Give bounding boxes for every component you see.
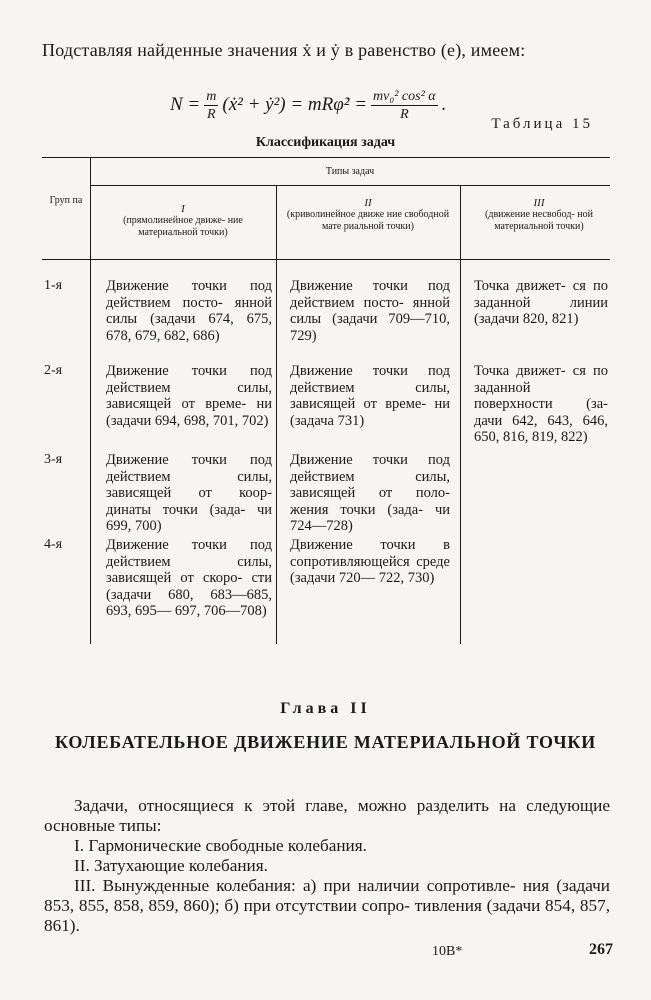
row-1-cell-2: Движение точки под действием посто- янной силы (задачи 709—710, 729) bbox=[290, 278, 450, 344]
column-2-desc: (криволинейное движе ние свободной мате риальной точки) bbox=[286, 209, 450, 232]
column-header-2 bbox=[282, 197, 454, 233]
footer-signature: 10В* bbox=[432, 944, 463, 959]
formula-lhs: N = bbox=[170, 94, 201, 115]
column-1-desc: (прямолинейное движе- ние материальной точки) bbox=[123, 215, 243, 238]
group-column-divider bbox=[90, 157, 91, 644]
fraction-2-numerator: mv₀² cos² α bbox=[373, 88, 436, 104]
fraction-2-denominator: R bbox=[400, 106, 409, 122]
row-4-cell-2: Движение точки в сопротивляющейся среде (задачи 720— 722, 730) bbox=[290, 537, 450, 587]
intro-text: Подставляя найденные значения ẋ и ẏ в равенство (е), имеем: bbox=[42, 40, 526, 60]
row-4-group: 4-я bbox=[44, 537, 63, 552]
column-divider-1 bbox=[276, 185, 277, 644]
list-item-3: III. Вынужденные колебания: а) при наличии сопротивле- ния (задачи 853, 855, 858, 859, 860); б) при отсутствии сопро- тивления (задачи 854, 857, 861). bbox=[44, 876, 610, 935]
types-header: Типы задач bbox=[325, 166, 375, 177]
types-header-rule bbox=[90, 185, 610, 186]
formula bbox=[170, 80, 446, 130]
column-2-roman: II bbox=[364, 197, 372, 209]
fraction-1-numerator: m bbox=[206, 88, 217, 104]
formula-fraction-2 bbox=[371, 88, 438, 123]
column-1-roman: I bbox=[181, 203, 185, 215]
column-divider-2 bbox=[460, 185, 461, 644]
formula-middle: (ẋ² + ẏ²) = mRφ̇² = bbox=[222, 94, 368, 115]
column-header-3 bbox=[470, 197, 608, 233]
table-number: Таблица 15 bbox=[491, 116, 593, 132]
row-3-cell-2: Движение точки под действием силы, зависящей от поло- жения точки (зада- чи 724—728) bbox=[290, 452, 450, 535]
paragraph-intro: Задачи, относящиеся к этой главе, можно разделить на следующие основные типы: bbox=[44, 796, 610, 835]
fraction-1-denominator: R bbox=[207, 106, 216, 122]
row-2-cell-3: Точка движет- ся по заданной поверхности (за- дачи 642, 643, 646, 650, 816, 819, 822) bbox=[474, 363, 608, 446]
formula-end: . bbox=[441, 94, 447, 115]
page-number: 267 bbox=[589, 941, 613, 958]
table-title: Классификация задач bbox=[255, 135, 396, 150]
body-text bbox=[44, 796, 610, 936]
chapter-label: Глава II bbox=[280, 700, 371, 717]
header-bottom-rule bbox=[42, 259, 610, 260]
column-3-roman: III bbox=[533, 197, 545, 209]
list-item-1: I. Гармонические свободные колебания. bbox=[74, 836, 367, 855]
row-2-cell-2: Движение точки под действием силы, зависящей от време- ни (задача 731) bbox=[290, 363, 450, 429]
row-1-cell-3: Точка движет- ся по заданной линии (задачи 820, 821) bbox=[474, 278, 608, 328]
row-3-group: 3-я bbox=[44, 452, 63, 467]
list-item-2: II. Затухающие колебания. bbox=[74, 856, 268, 875]
row-1-cell-1: Движение точки под действием посто- янной силы (задачи 674, 675, 678, 679, 682, 686) bbox=[106, 278, 272, 344]
column-3-desc: (движение несвобод- ной материальной точки) bbox=[485, 209, 593, 232]
row-3-cell-1: Движение точки под действием силы, зависящей от коор- динаты точки (зада- чи 699, 700) bbox=[106, 452, 272, 535]
row-2-cell-1: Движение точки под действием силы, зависящей от време- ни (задачи 694, 698, 701, 702) bbox=[106, 363, 272, 429]
chapter-title: КОЛЕБАТЕЛЬНОЕ ДВИЖЕНИЕ МАТЕРИАЛЬНОЙ ТОЧКИ bbox=[54, 732, 597, 752]
table-top-rule bbox=[42, 157, 610, 158]
group-header: Груп па bbox=[49, 195, 83, 206]
row-2-group: 2-я bbox=[44, 363, 63, 378]
formula-fraction-1 bbox=[204, 88, 218, 123]
row-4-cell-1: Движение точки под действием силы, зависящей от скоро- сти (задачи 680, 683—685, 693, 695— 697, 706—708) bbox=[106, 537, 272, 620]
row-1-group: 1-я bbox=[44, 278, 63, 293]
column-header-1 bbox=[94, 203, 272, 239]
